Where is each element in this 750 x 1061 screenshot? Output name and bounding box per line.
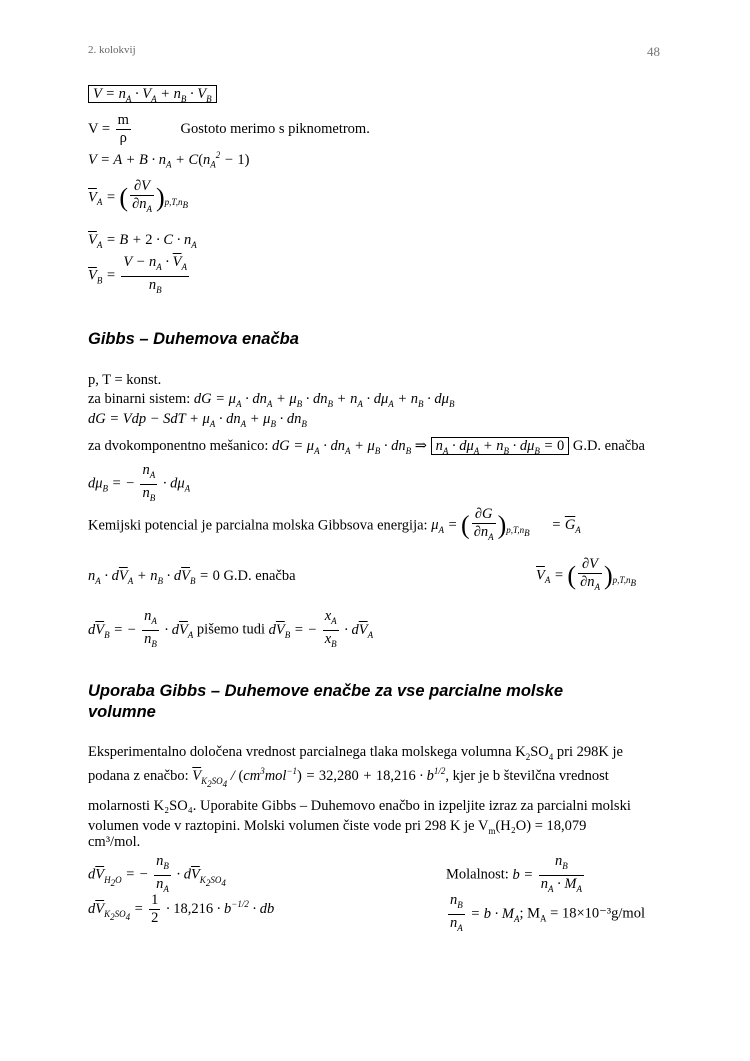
section-title-application: Uporaba Gibbs – Duhemove enačbe za vse parcialne molske volumne xyxy=(88,682,564,721)
eq-dv-water: $d\overline{V}_{H_2O}$ = − $\frac{n_B}{n_A}$ · $d\overline{V}_{K_2SO_4}$ xyxy=(88,853,226,894)
running-header: 2. kolokvij xyxy=(88,44,136,56)
page-number: 48 xyxy=(647,44,660,59)
eq-partial-va-def: $\overline{V}_A$ = ( $\frac{\partial V}{\partial n_A}$ )$_{p,T,n_B}$ xyxy=(88,178,189,214)
section-title-gibbs-duhem: Gibbs – Duhemova enačba xyxy=(88,330,299,348)
paragraph-line-4: volumen vode v raztopini. Molski volumen čiste vode pri 298 K je $V_m(H_2O) = 18,079$ xyxy=(88,818,587,836)
eq-binary-dg: za binarni sistem: dG = $\mu_A \cdot dn_A + \mu_B \cdot dn_B + n_A \cdot d\mu_A + n_B \cdot d\mu_B$ xyxy=(88,391,455,409)
eq-density: V = $\frac{m}{\rho}$ Gostoto merimo s piknometrom. xyxy=(88,112,370,146)
eq-nb-na: $\frac{n_B}{n_A}$ = $b \cdot M_A$; $M_A = 18\times 10^{-3}g/mol$ xyxy=(450,892,645,933)
paragraph-line-1: Eksperimentalno določena vrednost parcialnega tlaka molskega volumna $K_2SO_4$ pri 298K je xyxy=(88,744,623,762)
text-pt-const: p, T = konst. xyxy=(88,372,162,388)
eq-partial-va: $\overline{V}_A = B + 2 \cdot C \cdot n_A$ xyxy=(88,232,197,250)
eq-chemical-potential: Kemijski potencial je parcialna molska Gibbsova energija: $\mu_A$ = ( $\frac{\partial G}{\partial n_A}$ )$_{p,T,n_B}$ = $\overline{G}_A$ xyxy=(88,506,581,542)
eq-dv-k2so4: $d\overline{V}_{K_2SO_4}$ = $\frac{1}{2}$ · $18,216 \cdot b^{-1/2}$ · db xyxy=(88,892,275,926)
paragraph-line-3: molarnosti K₂SO₄. Uporabite Gibbs – Duhemovo enačbo in izpeljite izraz za parcialni molski xyxy=(88,798,631,814)
eq-partial-vb: $\overline{V}_B$ = $\frac{V - n_A \cdot \overline{V}_A}{n_B}$ xyxy=(88,254,188,295)
eq-volume-poly: $V = A + B \cdot n_A + C(n_A^2 - 1)$ xyxy=(88,150,250,170)
eq-molality: Molalnost: b = $\frac{n_B}{n_A \cdot M_A}$ xyxy=(446,853,582,894)
eq-two-component: za dvokomponentno mešanico: dG = $\mu_A \cdot dn_A + \mu_B \cdot dn_B$ ⇒ $n_A \cdot d\mu_A + n_B \cdot d\mu_B = 0$ G.D. enačba xyxy=(88,438,645,456)
eq-dmu-b: $d\mu_B$ = − $\frac{n_A}{n_B}$ · $d\mu_A$ xyxy=(88,462,191,503)
eq-volume-boxed: $V = n_A \cdot \overline{V}_A + n_B \cdot \overline{V}_B$ xyxy=(88,86,217,104)
eq-dvb: $d\overline{V}_B$ = − $\frac{n_A}{n_B}$ · $d\overline{V}_A$ pišemo tudi $d\overline{V}_B$ = − $\frac{x_A}{x_B}$ · $d\overline{V}_A$ xyxy=(88,608,374,649)
paragraph-line-2: podana z enačbo: $\overline{V}_{K_2SO_4} / (cm^3mol^{-1}) = 32,280 + 18,216 \cdot b^{1/2}$, kjer je b številčna vrednost xyxy=(88,766,609,789)
eq-dg-full: dG = Vdp − SdT + $\mu_A \cdot dn_A + \mu_B \cdot dn_B$ xyxy=(88,411,307,429)
eq-partial-va-def-2: $\overline{V}_A$ = ( $\frac{\partial V}{\partial n_A}$ )$_{p,T,n_B}$ xyxy=(536,556,637,592)
eq-gd-volume: $n_A \cdot d\overline{V}_A + n_B \cdot d\overline{V}_B = 0$ G.D. enačba xyxy=(88,568,296,586)
paragraph-line-5: cm³/mol. xyxy=(88,834,141,850)
